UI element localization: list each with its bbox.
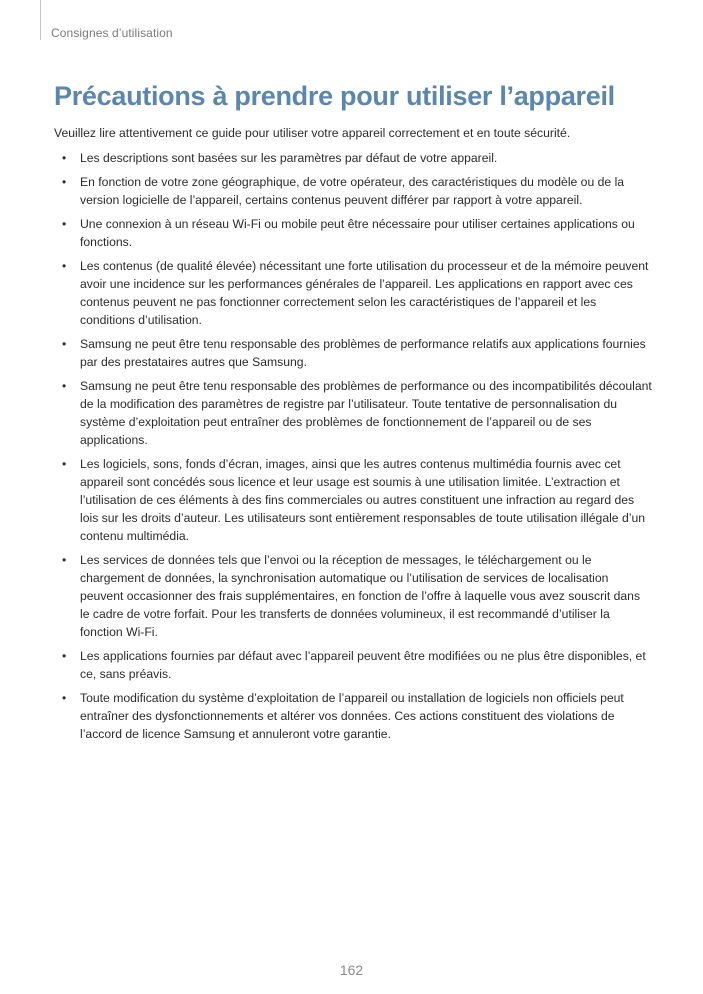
- list-item: [54, 689, 652, 743]
- bullet-icon: •: [62, 691, 67, 705]
- section-label: Consignes d’utilisation: [51, 26, 173, 40]
- list-item: [54, 215, 652, 251]
- list-item-text: Une connexion à un réseau Wi-Fi ou mobile peut être nécessaire pour utiliser certaines applications ou fonctions.: [80, 217, 635, 249]
- bullet-icon: •: [62, 151, 67, 165]
- page-number: 162: [339, 962, 364, 978]
- list-item-text: Samsung ne peut être tenu responsable des problèmes de performance relatifs aux applications fournies par des prestataires autres que Samsung.: [80, 337, 646, 369]
- list-item: [54, 173, 652, 209]
- list-item-text: Toute modification du système d’exploitation de l’appareil ou installation de logiciels non officiels peut entraîner des dysfonctionnements et altérer vos données. Ces actions constituent des violations de l’accord de licence Samsung et annuleront votre garantie.: [80, 691, 624, 741]
- bullet-icon: •: [62, 217, 67, 231]
- list-item-text: Les descriptions sont basées sur les paramètres par défaut de votre appareil.: [80, 151, 498, 165]
- bullet-icon: •: [62, 175, 67, 189]
- bullet-icon: •: [62, 553, 67, 567]
- intro-paragraph: Veuillez lire attentivement ce guide pour utiliser votre appareil correctement et en toute sécurité.: [54, 126, 571, 140]
- list-item-text: Les applications fournies par défaut avec l’appareil peuvent être modifiées ou ne plus être disponibles, et ce, sans préavis.: [80, 649, 646, 681]
- list-item: [54, 149, 652, 167]
- header-divider: [40, 0, 41, 40]
- list-item-text: Les logiciels, sons, fonds d’écran, images, ainsi que les autres contenus multimédia fournis avec cet appareil sont concédés sous licence et leur usage est soumis à une utilisation limitée. L’extraction et l’utilisation de ces éléments à des fins commerciales ou autres constituent une infraction au regard des lois sur les droits d’auteur. Les utilisateurs sont entièrement responsables de toute utilisation illégale d’un contenu multimédia.: [80, 457, 646, 543]
- list-item: [54, 377, 652, 449]
- list-item-text: Samsung ne peut être tenu responsable des problèmes de performance ou des incompatibilités découlant de la modification des paramètres de registre par l’utilisateur. Toute tentative de personnalisation du système d’exploitation peut entraîner des problèmes de fonctionnement de l’appareil ou de ses applications.: [80, 379, 652, 447]
- list-item: [54, 335, 652, 371]
- bullet-icon: •: [62, 259, 67, 273]
- bullet-icon: •: [62, 457, 67, 471]
- list-item-text: En fonction de votre zone géographique, de votre opérateur, des caractéristiques du modèle ou de la version logicielle de l’appareil, certains contenus peuvent différer par rapport à votre appareil.: [80, 175, 625, 207]
- list-item: [54, 647, 652, 683]
- list-item-text: Les contenus (de qualité élevée) nécessitant une forte utilisation du processeur et de la mémoire peuvent avoir une incidence sur les performances générales de l’appareil. Les applications en rapport avec ces contenus peuvent ne pas fonctionner correctement selon les caractéristiques de l’appareil et les conditions d’utilisation.: [80, 259, 649, 327]
- precautions-list: [54, 149, 652, 749]
- list-item-text: Les services de données tels que l’envoi ou la réception de messages, le téléchargement ou le chargement de données, la synchronisation automatique ou l’utilisation de services de localisation peuvent occasionner des frais supplémentaires, en fonction de l’offre à laquelle vous avez souscrit dans le cadre de votre forfait. Pour les transferts de données volumineux, il est recommandé d’utiliser la fonction Wi-Fi.: [80, 553, 641, 639]
- list-item: [54, 551, 652, 641]
- bullet-icon: •: [62, 649, 67, 663]
- list-item: [54, 257, 652, 329]
- page-title: Précautions à prendre pour utiliser l’appareil: [54, 81, 615, 111]
- list-item: [54, 455, 652, 545]
- bullet-icon: •: [62, 337, 67, 351]
- bullet-icon: •: [62, 379, 67, 393]
